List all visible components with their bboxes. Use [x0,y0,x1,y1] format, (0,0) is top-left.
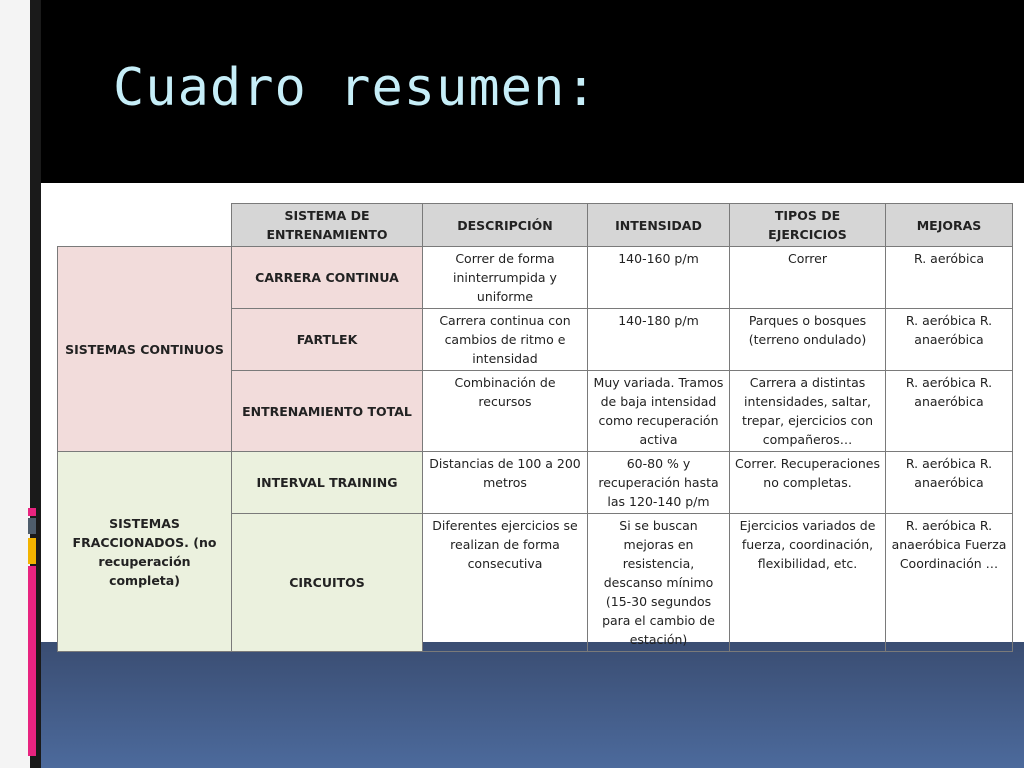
improvements-cell: R. aeróbica R. anaeróbica Fuerza Coordinación … [886,514,1013,652]
header-description: DESCRIPCIÓN [423,204,588,247]
improvements-cell: R. aeróbica [886,247,1013,309]
bottom-band [41,642,1024,768]
summary-table [57,203,1013,652]
description-cell: Combinación de recursos [423,371,588,452]
table-row [58,247,1013,309]
group-interval: SISTEMAS FRACCIONADOS. (no recuperación completa) [58,452,232,652]
description-cell: Distancias de 100 a 200 metros [423,452,588,514]
improvements-cell: R. aeróbica R. anaeróbica [886,371,1013,452]
table-row [58,452,1013,514]
header-intensity: INTENSIDAD [588,204,730,247]
exercises-cell: Correr [730,247,886,309]
improvements-cell: R. aeróbica R. anaeróbica [886,309,1013,371]
group-continuous: SISTEMAS CONTINUOS [58,247,232,452]
description-cell: Carrera continua con cambios de ritmo e intensidad [423,309,588,371]
intensity-cell: 140-160 p/m [588,247,730,309]
left-decoration [0,0,41,768]
slide-title: Cuadro resumen: [113,58,598,118]
header-blank [58,204,232,247]
exercises-cell: Correr. Recuperaciones no completas. [730,452,886,514]
intensity-cell: Muy variada. Tramos de baja intensidad como recuperación activa [588,371,730,452]
intensity-cell: 60-80 % y recuperación hasta las 120-140 p/m [588,452,730,514]
header-row [58,204,1013,247]
intensity-cell: Si se buscan mejoras en resistencia, descanso mínimo (15-30 segundos para el cambio de estación) [588,514,730,652]
description-cell: Correr de forma ininterrumpida y uniforme [423,247,588,309]
intensity-cell: 140-180 p/m [588,309,730,371]
accent-gray [28,518,36,534]
header-improvements: MEJORAS [886,204,1013,247]
header-system: SISTEMA DE ENTRENAMIENTO [232,204,423,247]
system-name: FARTLEK [232,309,423,371]
system-name: CARRERA CONTINUA [232,247,423,309]
accent-pink-2 [28,566,36,756]
improvements-cell: R. aeróbica R. anaeróbica [886,452,1013,514]
accent-pink-1 [28,508,36,516]
exercises-cell: Parques o bosques (terreno ondulado) [730,309,886,371]
header-exercises: TIPOS DE EJERCICIOS [730,204,886,247]
exercises-cell: Ejercicios variados de fuerza, coordinación, flexibilidad, etc. [730,514,886,652]
accent-yellow [28,538,36,564]
description-cell: Diferentes ejercicios se realizan de forma consecutiva [423,514,588,652]
system-name: INTERVAL TRAINING [232,452,423,514]
system-name: CIRCUITOS [232,514,423,652]
system-name: ENTRENAMIENTO TOTAL [232,371,423,452]
exercises-cell: Carrera a distintas intensidades, saltar, trepar, ejercicios con compañeros… [730,371,886,452]
